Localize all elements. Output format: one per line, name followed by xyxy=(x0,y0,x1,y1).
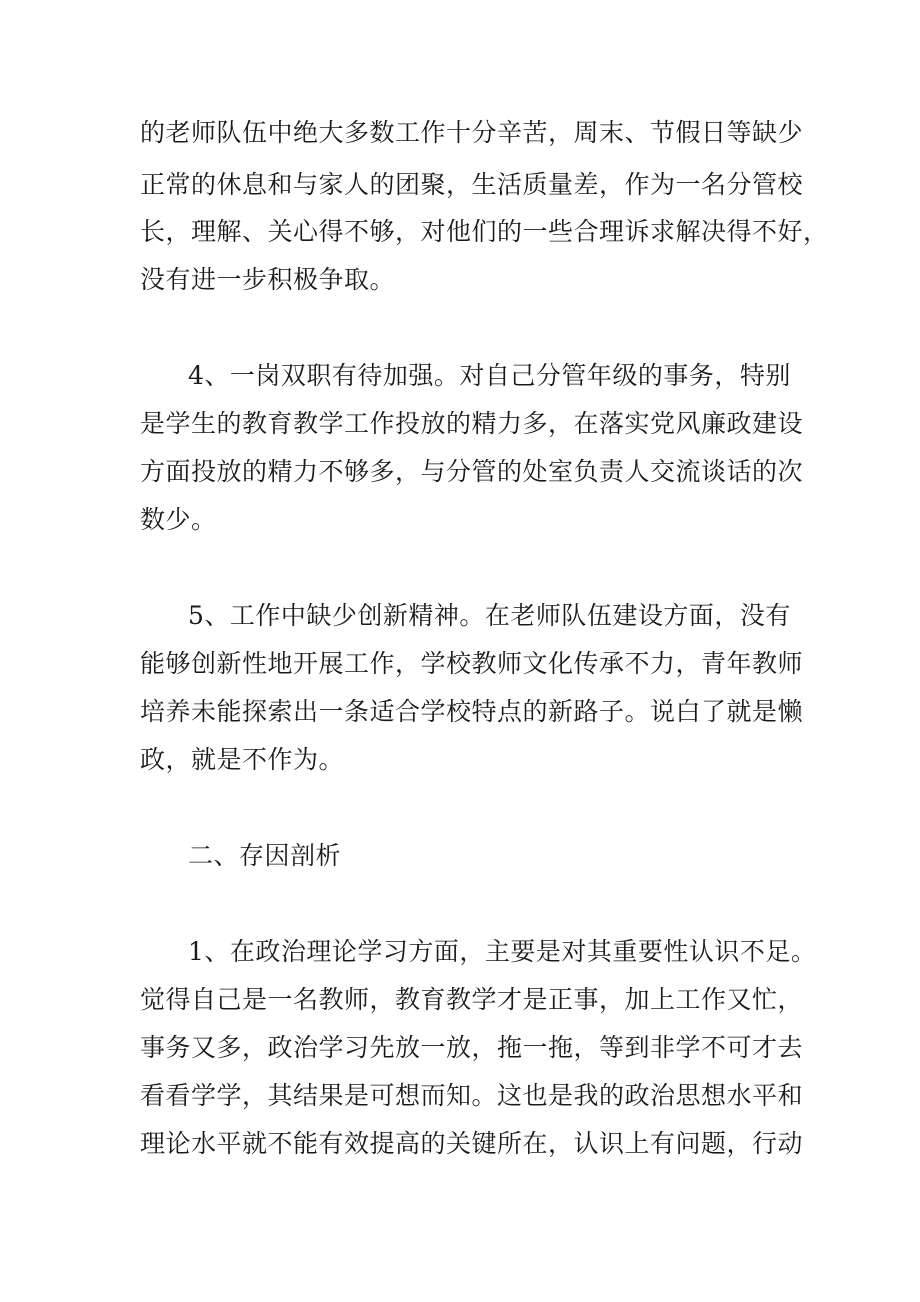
paragraph-line: 方面投放的精力不够多，与分管的处室负责人交流谈话的次 xyxy=(140,457,804,486)
paragraph-line: 正常的休息和与家人的团聚，生活质量差，作为一名分管校 xyxy=(140,170,804,199)
paragraph-line: 的老师队伍中绝大多数工作十分辛苦，周末、节假日等缺少 xyxy=(140,118,804,147)
paragraph-line: 看看学学，其结果是可想而知。这也是我的政治思想水平和 xyxy=(140,1081,804,1110)
paragraph-line: 能够创新性地开展工作，学校教师文化传承不力，青年教师 xyxy=(140,649,804,678)
paragraph-line: 培养未能探索出一条适合学校特点的新路子。说白了就是懒 xyxy=(140,697,804,726)
paragraph-line: 5、工作中缺少创新精神。在老师队伍建设方面，没有 xyxy=(188,601,791,630)
paragraph-line: 觉得自己是一名教师，教育教学才是正事，加上工作又忙， xyxy=(140,985,804,1014)
paragraph-line: 4、一岗双职有待加强。对自己分管年级的事务，特别 xyxy=(188,361,791,390)
paragraph-line: 数少。 xyxy=(140,505,217,534)
paragraph-line: 政，就是不作为。 xyxy=(140,745,345,774)
section-heading: 二、存因剖析 xyxy=(188,841,342,870)
paragraph-line: 是学生的教育教学工作投放的精力多，在落实党风廉政建设 xyxy=(140,409,804,438)
paragraph-line: 没有进一步积极争取。 xyxy=(140,265,396,294)
paragraph-line: 理论水平就不能有效提高的关键所在，认识上有问题，行动 xyxy=(140,1129,804,1158)
paragraph-line: 1、在政治理论学习方面，主要是对其重要性认识不足。 xyxy=(188,937,817,966)
paragraph-line: 事务又多，政治学习先放一放，拖一拖，等到非学不可才去 xyxy=(140,1033,804,1062)
paragraph-line: 长，理解、关心得不够，对他们的一些合理诉求解决得不好， xyxy=(140,217,829,246)
